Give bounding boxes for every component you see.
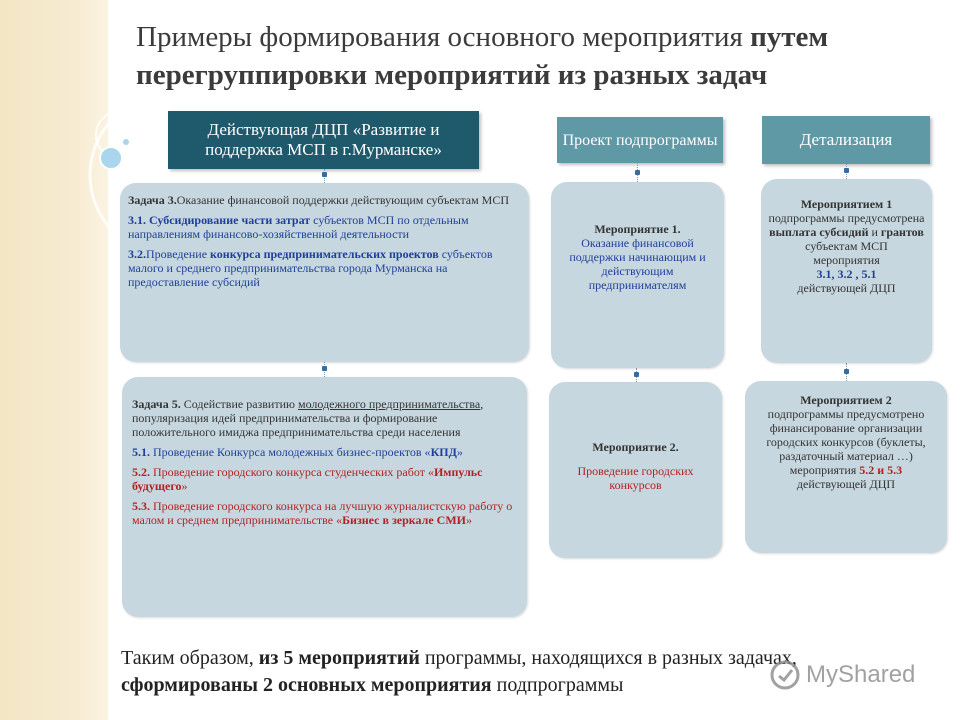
page-title: Примеры формирования основного мероприятия путем перегруппировки мероприятий из разных задач <box>136 21 829 91</box>
conclusion-text: Таким образом, из 5 мероприятий программы, находящихся в разных задачах, сформированы 2 основных мероприятия подпрограммы <box>121 647 797 696</box>
detail-1-measures-label: мероприятия <box>813 253 880 267</box>
watermark <box>770 658 915 692</box>
detail-1-box <box>761 179 932 363</box>
task-3-title: Задача 3.Оказание финансовой поддержки действующим субъектам МСП <box>128 193 510 207</box>
activity-2-text: Проведение городских конкурсов <box>577 464 694 492</box>
task-3-item-1: 3.1. Субсидирование части затрат субъектов МСП по отдельным направлениям финансово-хозяйственной деятельности <box>128 213 469 241</box>
watermark-logo-icon <box>770 660 800 690</box>
header-subprogram-project: Проект подпрограммы <box>557 117 723 163</box>
task-5-item-3: 5.3. Проведение городского конкурса на лучшую журналистскую работу о малом и среднем предпринимательстве «Бизнес в зеркале СМИ» <box>132 499 513 527</box>
detail-2-measures: мероприятия 5.2 и 5.3 <box>789 463 903 477</box>
connector-dot <box>634 372 639 377</box>
detail-2-text: подпрограммы предусмотрено финансирование организации городских конкурсов (буклеты, раздаточный материал …) <box>766 407 926 463</box>
task-5-box <box>122 377 527 617</box>
task-5-title: Задача 5. Содействие развитию молодежного предпринимательства, популяризация идей предпринимательства и формирование положительного имиджа предпринимательства среди населения <box>132 397 484 439</box>
connector-dot <box>635 170 640 175</box>
detail-2-source: действующей ДЦП <box>796 477 896 491</box>
subprogram-activity-1-box <box>551 182 724 368</box>
deco-dot <box>123 139 129 145</box>
connector-dot <box>844 369 849 374</box>
deco-bubble <box>100 147 122 169</box>
activity-2-title: Мероприятие 2. <box>592 440 679 454</box>
detail-2-box <box>745 381 947 553</box>
task-3-item-2: 3.2.Проведение конкурса предпринимательских проектов субъектов малого и среднего предпринимательства города Мурманска на предоставление субсидий <box>128 247 493 289</box>
header-current-dcp: Действующая ДЦП «Развитие и поддержка МСП в г.Мурманске» <box>168 111 479 169</box>
task-3-box <box>120 183 529 362</box>
subprogram-activity-2-box <box>549 382 722 558</box>
detail-1-text: подпрограммы предусмотрена выплата субсидий и грантов субъектам МСП <box>768 211 925 253</box>
detail-1-title: Мероприятием 1 <box>800 197 893 211</box>
detail-1-source: действующей ДЦП <box>797 281 896 295</box>
detail-1-numbers: 3.1, 3.2 , 5.1 <box>816 267 877 281</box>
activity-1-title: Мероприятие 1. <box>594 222 681 236</box>
watermark-text: MyShared <box>806 661 916 688</box>
task-5-item-1: 5.1. Проведение Конкурса молодежных бизнес-проектов «КПД» <box>132 445 463 459</box>
connector-dot <box>844 168 849 173</box>
task-5-item-2: 5.2. Проведение городского конкурса студенческих работ «Импульс будущего» <box>132 465 483 493</box>
header-detailing: Детализация <box>762 116 930 164</box>
activity-1-text: Оказание финансовой поддержки начинающим и действующим предпринимателям <box>569 236 706 292</box>
detail-2-title: Мероприятием 2 <box>800 393 892 407</box>
connector-dot <box>322 366 327 371</box>
connector-dot <box>322 172 327 177</box>
